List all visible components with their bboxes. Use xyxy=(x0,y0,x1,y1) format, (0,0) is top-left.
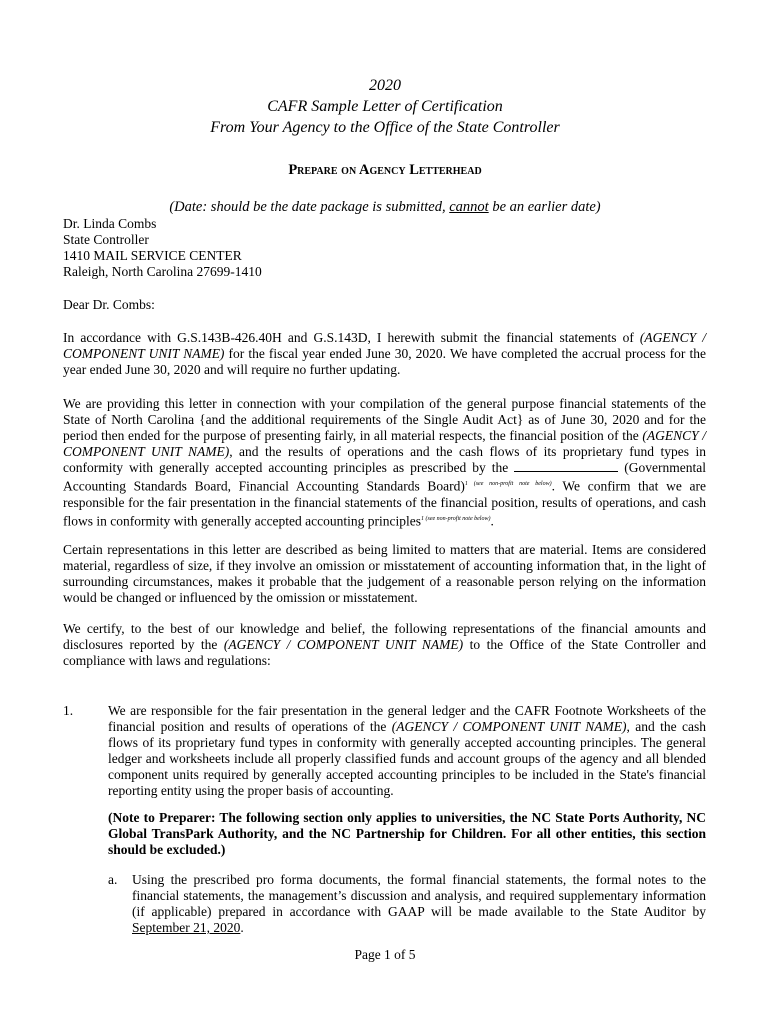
item-1a-text xyxy=(132,872,706,936)
agency-placeholder: (AGENCY / COMPONENT UNIT NAME) xyxy=(223,637,464,652)
para4-text-a: We certify, to the best of our knowledge and belief, the following representations of the financial amounts and disclosures reported by the xyxy=(63,621,706,652)
page-number: Page 1 of 5 xyxy=(354,947,416,962)
para2-text-a: We are providing this letter in connection with your compilation of the general purpose financial statements of the State of North Carolina {and the additional requirements of the Single Audit Act} as of June 30, 2020 and for the period then ended for the purpose of presenting fairly, in all material respects, the financial position of the xyxy=(63,396,706,443)
para2-text-e: . xyxy=(490,513,494,528)
paragraph-submission xyxy=(63,330,706,378)
item1a-text-b: . xyxy=(240,920,244,935)
paragraph-representations xyxy=(63,396,706,529)
preparer-note: (Note to Preparer: The following section only applies to universities, the NC State Ports Authority, NC Global TransPark Authority, and the NC Partnership for Children. For all other entities, this section should be excluded.) xyxy=(108,810,706,857)
item1-text-b: , and the cash flows of its proprietary fund types in conformity with generally accepted accounting principles. The general ledger and worksheets include all properly classified funds and account groups of the agency and all blended component units required by generally accepted accounting principles to be included in the State's financial reporting entity using the proper basis of accounting. xyxy=(108,719,706,798)
recipient-title: State Controller xyxy=(63,232,149,247)
agency-placeholder: (AGENCY / COMPONENT UNIT NAME) xyxy=(63,330,706,361)
salutation: Dear Dr. Combs: xyxy=(63,297,155,312)
deadline-date: September 21, 2020 xyxy=(132,920,241,935)
recipient-name: Dr. Linda Combs xyxy=(63,216,157,231)
paragraph-materiality: Certain representations in this letter are described as being limited to matters that are material. Items are considered material, regardless of size, if they involve an omission or misstatement of accounting information that, in the light of surrounding circumstances, makes it probable that the judgement of a reasonable person relying on the information would be changed or influenced by the omission or misstatement. xyxy=(63,542,706,605)
paragraph-certify xyxy=(63,621,706,669)
item1a-text-a: Using the prescribed pro forma documents, the formal financial statements, the formal notes to the financial statements, the management’s discussion and analysis, and required supplementary information (if applicable) prepared in accordance with GAAP will be made available to the State Auditor by xyxy=(132,872,706,919)
item-1-number: 1. xyxy=(63,703,74,718)
letter-subtitle: From Your Agency to the Office of the State Controller xyxy=(210,119,560,136)
letter-year: 2020 xyxy=(369,77,401,94)
recipient-city: Raleigh, North Carolina 27699-1410 xyxy=(63,264,262,279)
letter-title: CAFR Sample Letter of Certification xyxy=(267,98,503,115)
standards-board-blank xyxy=(514,461,618,472)
para2-text-d: . We confirm that we are responsible for the fair presentation in the financial statements of the financial position, results of operations, and cash flows in conformity with generally accepted accounting principles xyxy=(63,478,706,528)
recipient-street: 1410 MAIL SERVICE CENTER xyxy=(63,248,242,263)
date-note-before: (Date: should be the date package is submitted, xyxy=(169,199,450,215)
agency-placeholder: (AGENCY / COMPONENT UNIT NAME) xyxy=(63,428,707,459)
para1-text-b: for the fiscal year ended June 30, 2020. We have completed the accrual process for the year ended June 30, 2020 and will require no further updating. xyxy=(63,346,706,377)
item1-text-a: We are responsible for the fair presentation in the general ledger and the CAFR Footnote Worksheets of the financial position and results of operations of the xyxy=(108,703,706,734)
para1-text-a: In accordance with G.S.143B-426.40H and G.S.143D, I herewith submit the financial statements of xyxy=(63,330,640,345)
date-note-emphasis: cannot xyxy=(449,199,489,215)
agency-placeholder: (AGENCY / COMPONENT UNIT NAME) xyxy=(391,719,627,734)
para4-text-b: to the Office of the State Controller and compliance with laws and regulations: xyxy=(63,637,706,668)
item-1a-letter: a. xyxy=(108,872,118,887)
date-note xyxy=(0,198,770,216)
letterhead-heading: Prepare on Agency Letterhead xyxy=(288,162,482,178)
para2-text-c: (Governmental Accounting Standards Board, Financial Accounting Standards Board) xyxy=(63,460,707,494)
footnote-ref-2: 1 (see non-profit note below) xyxy=(421,515,491,522)
item-1-text xyxy=(108,703,706,799)
date-note-after: be an earlier date) xyxy=(488,199,601,215)
para2-text-b: , and the results of operations and the cash flows of its proprietary fund types in conformity with generally accepted accounting principles as prescribed by the xyxy=(63,444,706,475)
footnote-ref-1: 1 (see non-profit note below) xyxy=(464,481,552,487)
